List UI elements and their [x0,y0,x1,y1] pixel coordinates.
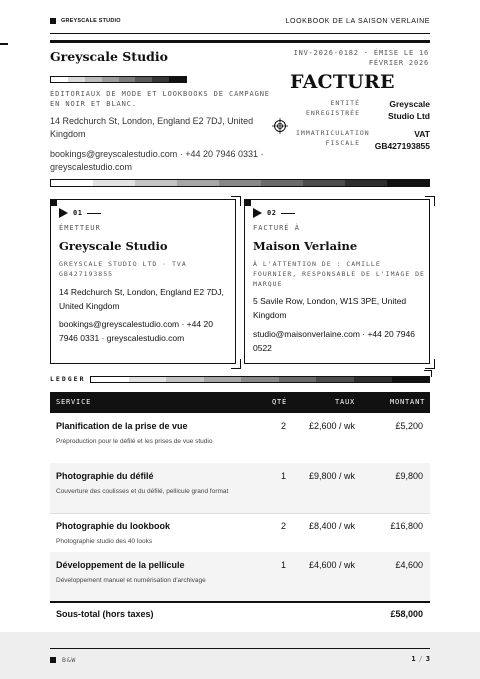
row-amount: £5,200 [395,421,423,431]
table-row [50,552,430,601]
dash-rule [281,213,295,214]
current-page: 1 [411,655,416,663]
card-corner-bracket [425,359,435,369]
ledger-corner-bracket [424,370,432,377]
top-subtitle: LOOKBOOK DE LA SAISON VERLAINE [285,17,430,25]
invoice-date: FÉVRIER 2026 [368,59,429,67]
row-service-desc: Développement manuel et numérisation d'archivage [56,577,206,584]
card-corner-bracket [231,359,241,369]
ledger-gradient-bar [90,376,430,383]
edge-mark [0,43,8,45]
billed-to-card-head [253,208,295,218]
vat-value: VAT GB427193855 [374,129,430,151]
footer-square-icon [50,657,56,663]
row-qty: 1 [280,560,286,570]
row-qty: 2 [280,421,286,431]
studio-name: Greyscale Studio [50,49,168,64]
invoice-meta [294,48,429,68]
billed-to-address: 5 Savile Row, London, W1S 3PE, United Kingdom [253,296,407,320]
row-service-desc: Préproduction pour le défilé et les prises de vue studio [56,438,213,445]
page-separator: / [418,655,423,663]
studio-address: 14 Redchurch St, London, England E2 7DJ, United Kingdom [50,116,254,139]
footer-rule [50,648,430,649]
dash-rule [87,213,101,214]
studio-tagline: ÉDITORIAUX DE MODE ET LOOKBOOKS DE CAMPAGNE EN NOIR ET BLANC. [50,90,270,108]
row-service-desc: Couverture des coulisses et du défilé, pellicule grand format [56,488,229,495]
billed-to-name: Maison Verlaine [253,239,358,253]
card-corner-mark [244,199,251,206]
header-rule [50,40,430,43]
entity-label: ENTITÉ ENREGISTRÉE [305,99,360,117]
footer-left [50,656,76,664]
row-service-title: Photographie du défilé [56,471,154,481]
top-brand [50,18,121,24]
table-row [50,513,430,552]
card-corner-mark [50,199,57,206]
row-rate: £4,600 / wk [308,560,355,570]
top-divider [50,33,430,34]
row-service-title: Développement de la pellicule [56,560,185,570]
grey-swatch-row [50,76,187,83]
registration-target-icon [272,118,288,134]
subtotal-value: £58,000 [390,609,423,619]
total-pages: 3 [425,655,430,663]
top-brand-label: GREYSCALE STUDIO [61,18,121,24]
billed-to-attention: À L'ATTENTION DE : CAMILLE FOURNIER, RESPONSABLE DE L'IMAGE DE MARQUE [253,260,425,288]
play-triangle-icon [59,208,68,218]
issuer-contact[interactable]: bookings@greyscalestudio.com · +44 20 7946 0331 · greyscalestudio.com [59,319,213,343]
row-rate: £2,600 / wk [308,421,355,431]
top-strip [50,14,430,28]
issuer-name: Greyscale Studio [59,239,168,253]
ledger-label: LEDGER [50,375,86,383]
subtotal-label: Sous-total (hors taxes) [56,609,154,619]
row-service-desc: Photographie studio des 40 looks [56,538,153,545]
issuer-card [50,199,236,364]
invoice-number: INV-2026-0182 · ÉMISE LE 16 [293,49,429,57]
row-amount: £16,800 [390,521,423,531]
vat-label: IMMATRICULATION FISCALE [296,129,370,147]
header-service: SERVICE [56,398,92,406]
row-service-title: Photographie du lookbook [56,521,170,531]
issuer-index: 01 [73,209,83,217]
row-qty: 1 [280,471,286,481]
header-qty: QTÉ [272,398,288,406]
row-rate: £9,800 / wk [308,471,355,481]
entity-value: Greyscale Studio Ltd [387,99,430,121]
footer-label: B&W [62,656,77,664]
studio-contact[interactable]: bookings@greyscalestudio.com · +44 20 7946 0331 · greyscalestudio.com [50,149,264,172]
table-row [50,463,430,513]
play-triangle-icon [253,208,262,218]
brand-square-icon [50,18,56,24]
header-amount: MONTANT [390,398,426,406]
issuer-legal: GREYSCALE STUDIO LTD · TVA GB427193855 [59,260,187,278]
billed-to-card [244,199,430,364]
invoice-title: FACTURE [290,71,395,93]
table-row [50,413,430,463]
row-service-title: Planification de la prise de vue [56,421,188,431]
page-indicator [411,655,430,663]
greyscale-gradient-bar [50,179,430,187]
row-qty: 2 [280,521,286,531]
row-rate: £8,400 / wk [308,521,355,531]
billed-to-role: FACTURÉ À [253,224,300,232]
billed-to-index: 02 [267,209,277,217]
issuer-card-head [59,208,101,218]
table-header [50,392,430,413]
header-rate: TAUX [335,398,356,406]
row-amount: £9,800 [395,471,423,481]
registration-grid [296,98,430,152]
row-amount: £4,600 [395,560,423,570]
subtotal-rule [50,601,430,603]
issuer-role: ÉMETTEUR [59,224,101,232]
card-corner-bracket [231,196,241,206]
billed-to-contact[interactable]: studio@maisonverlaine.com · +44 20 7946 0522 [253,329,415,353]
card-corner-bracket [425,196,435,206]
issuer-address: 14 Redchurch St, London, England E2 7DJ, United Kingdom [59,287,224,311]
